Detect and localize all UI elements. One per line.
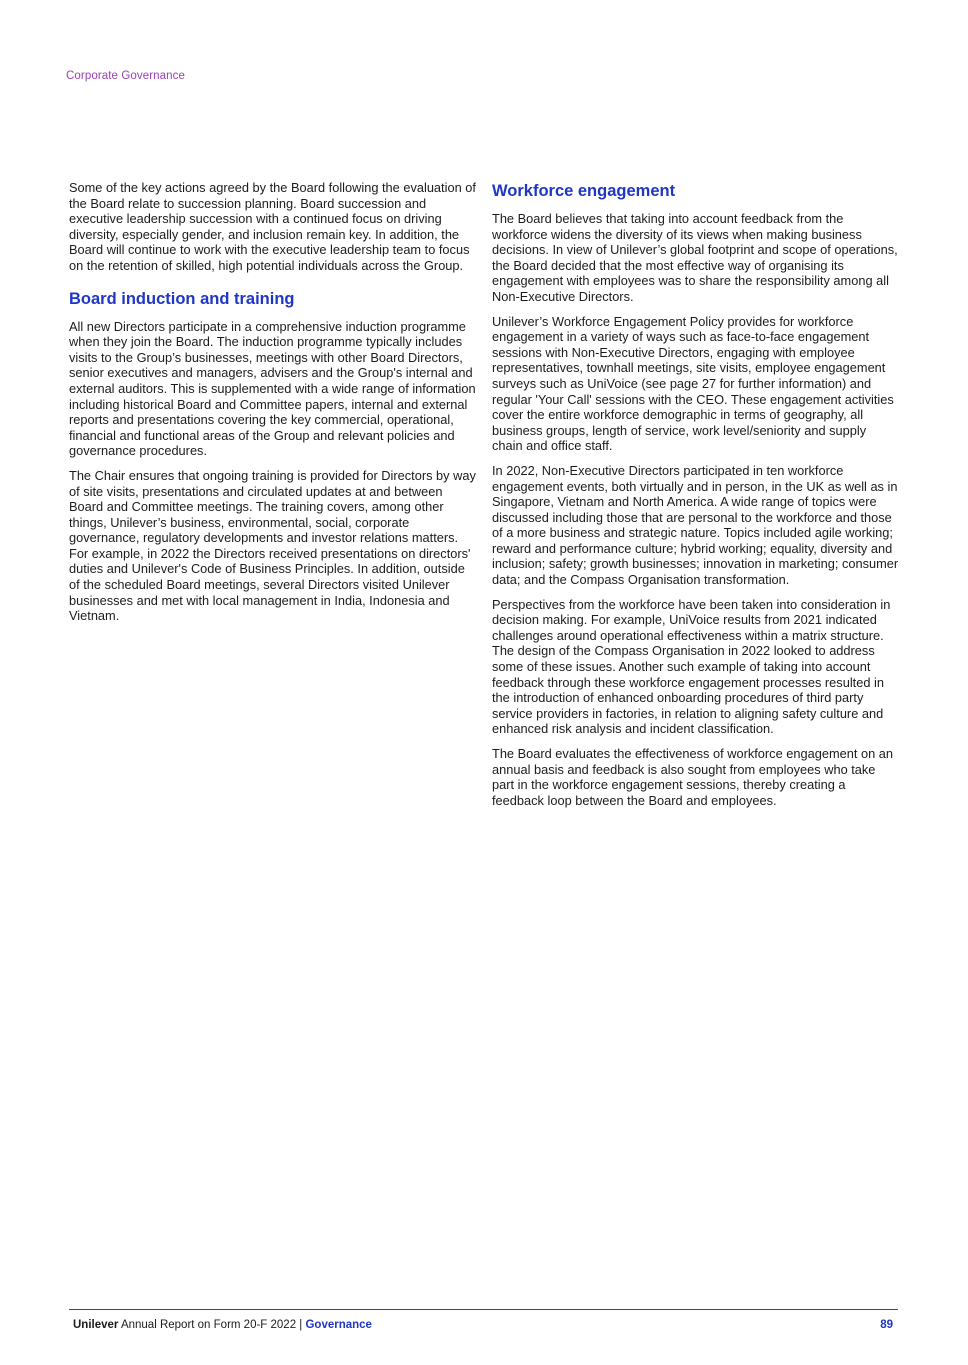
induction-paragraph: All new Directors participate in a comprehensive induction programme when they join the Board. The induction programme typically includes visits to the Group’s businesses, meetings with other Board Directors, senior executives and managers, advisers and the Group's internal and external auditors. This is supplemented with a wide range of information including historical Board and Committee papers, internal and external reports and presentations covering the key commercial, operational, financial and functional areas of the Group and relevant policies and governance procedures. bbox=[69, 318, 476, 459]
right-column bbox=[492, 180, 900, 817]
footer-divider bbox=[69, 1309, 898, 1310]
footer-section-link[interactable]: Governance bbox=[305, 1319, 372, 1331]
page-number: 89 bbox=[880, 1319, 893, 1331]
workforce-engagement-heading: Workforce engagement bbox=[492, 182, 676, 200]
engagement-paragraph-1: The Board believes that taking into account feedback from the workforce widens the diversity of its views when making business decisions. In view of Unilever’s global footprint and scope of operations, the Board decided that the most effective way of organising its engagement with employees was to share the responsibility among all Non-Executive Directors. bbox=[492, 211, 898, 304]
engagement-paragraph-3: In 2022, Non-Executive Directors participated in ten workforce engagement events, both virtually and in person, in the UK as well as in Singapore, Vietnam and North America. A wide range of topics were discussed including those that are personal to the workforce and those of a more business and strategic nature. Topics included agile working; reward and performance culture; hybrid working; equality, diversity and inclusion; safety; growth businesses; innovation in marketing; consumer data; and the Compass Organisation transformation. bbox=[492, 462, 899, 588]
footer-brand: Unilever bbox=[73, 1319, 119, 1331]
footer bbox=[73, 1318, 893, 1332]
engagement-paragraph-2: Unilever’s Workforce Engagement Policy provides for workforce engagement in a variety of ways such as face-to-face engagement sessions with Non-Executive Directors, engaging with employee representatives, townhall meetings, site visits, employee engagement surveys such as UniVoice (see page 27 for further information) and regular 'Your Call' sessions with the CEO. These engagement activities cover the entire workforce demographic in terms of geography, all business groups, length of service, work level/seniority and supply chain and office staff. bbox=[492, 313, 894, 454]
training-paragraph: The Chair ensures that ongoing training is provided for Directors by way of site visits, presentations and circulated updates at and between Board and Committee meetings. The training covers, among other things, Unilever’s business, environmental, social, corporate governance, regulatory developments and investor relations matters. For example, in 2022 the Directors received presentations on directors' duties and Unilever's Code of Business Principles. In addition, outside of the scheduled Board meetings, several Directors visited Unilever businesses and met with local management in India, Indonesia and Vietnam. bbox=[69, 467, 476, 624]
left-column bbox=[69, 180, 477, 633]
section-label: Corporate Governance bbox=[66, 70, 185, 82]
footer-report-title: Annual Report on Form 20-F 2022 | bbox=[118, 1319, 306, 1331]
intro-paragraph: Some of the key actions agreed by the Board following the evaluation of the Board relate to succession planning. Board succession and executive leadership succession with a continued focus on driving diversity, especially gender, and inclusion remain key. In addition, the Board will continue to work with the executive leadership team to focus on the retention of skilled, high potential individuals across the Group. bbox=[69, 180, 476, 273]
board-induction-heading: Board induction and training bbox=[69, 289, 295, 308]
engagement-paragraph-5: The Board evaluates the effectiveness of workforce engagement on an annual basis and feedback is also sought from employees who take part in the workforce engagement sessions, thereby creating a feedback loop between the Board and employees. bbox=[492, 746, 893, 808]
engagement-paragraph-4: Perspectives from the workforce have been taken into consideration in decision making. For example, UniVoice results from 2021 indicated challenges around operational effectiveness within a matrix structure. The design of the Compass Organisation in 2022 looked to address some of these issues. Another such example of taking into account feedback through these workforce engagement processes resulted in the introduction of enhanced onboarding procedures of third party service providers in factories, in relation to aligning safety culture and enhanced risk analysis and incident classification. bbox=[492, 596, 891, 737]
